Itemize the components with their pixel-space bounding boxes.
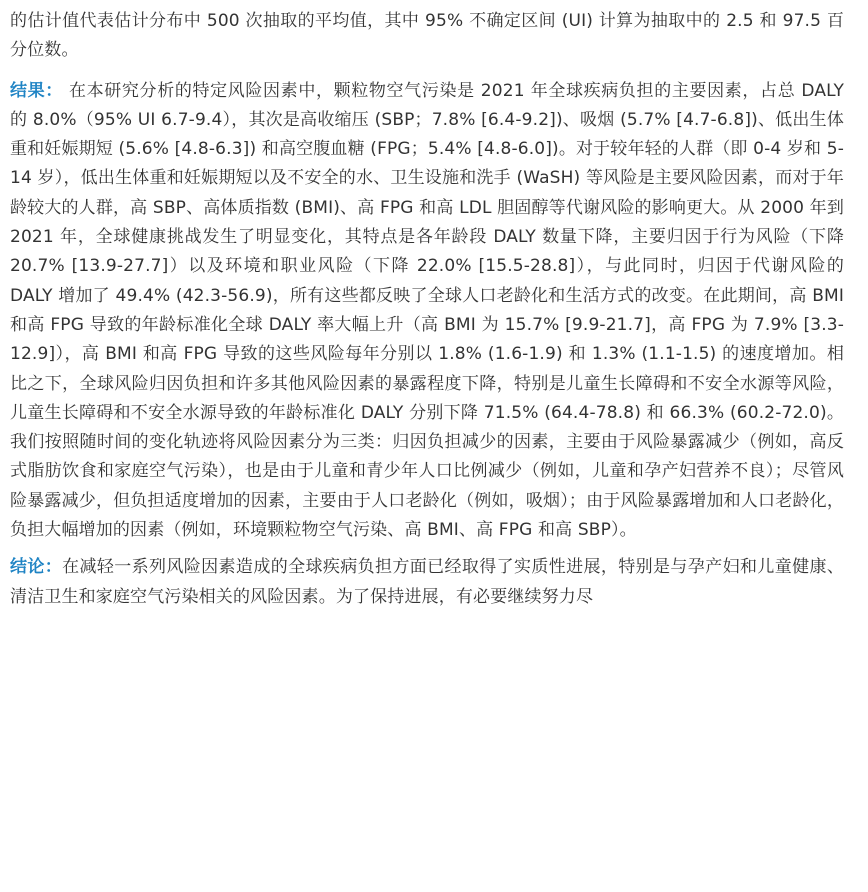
results-paragraph <box>10 77 844 546</box>
results-text: 在本研究分析的特定风险因素中，颗粒物空气污染是 2021 年全球疾病负担的主要因素，占总 DALY 的 8.0%（95% UI 6.7-9.4），其次是高收缩压 (SBP；7.8% [6.4-9.2])、吸烟 (5.7% [4.7-6.8])、低出生体重和妊娠期短 (5.6% [4.8-6.3]) 和高空腹血糖 (FPG；5.4% [4.8-6.0])。对于较年轻的人群（即 0-4 岁和 5-14 岁），低出生体重和妊娠期短以及不安全的水、卫生设施和洗手 (WaSH) 等风险是主要风险因素，而对于年龄较大的人群，高 SBP、高体质指数 (BMI)、高 FPG 和高 LDL 胆固醇等代谢风险的影响更大。从 2000 年到 2021 年，全球健康挑战发生了明显变化，其特点是各年龄段 DALY 数量下降，主要归因于行为风险（下降 20.7% [13.9-27.7]）以及环境和职业风险（下降 22.0% [15.5-28.8]），与此同时，归因于代谢风险的 DALY 增加了 49.4% (42.3-56.9)，所有这些都反映了全球人口老龄化和生活方式的改变。在此期间，高 BMI 和高 FPG 导致的年龄标准化全球 DALY 率大幅上升（高 BMI 为 15.7% [9.9-21.7]，高 FPG 为 7.9% [3.3-12.9]），高 BMI 和高 FPG 导致的这些风险每年分别以 1.8% (1.6-1.9) 和 1.3% (1.1-1.5) 的速度增加。相比之下，全球风险归因负担和许多其他风险因素的暴露程度下降，特别是儿童生长障碍和不安全水源等风险，儿童生长障碍和不安全水源导致的年龄标准化 DALY 分别下降 71.5% (64.4-78.8) 和 66.3% (60.2-72.0)。我们按照随时间的变化轨迹将风险因素分为三类：归因负担减少的因素，主要由于风险暴露减少（例如，高反式脂肪饮食和家庭空气污染），也是由于儿童和青少年人口比例减少（例如，儿童和孕产妇营养不良）；尽管风险暴露减少，但负担适度增加的因素，主要由于人口老龄化（例如，吸烟）；由于风险暴露增加和人口老龄化，负担大幅增加的因素（例如，环境颗粒物空气污染、高 BMI、高 FPG 和高 SBP）。 <box>10 80 844 541</box>
conclusion-paragraph <box>10 553 844 612</box>
conclusion-text: 在减轻一系列风险因素造成的全球疾病负担方面已经取得了实质性进展，特别是与孕产妇和儿童健康、清洁卫生和家庭空气污染相关的风险因素。为了保持进展，有必要继续努力尽 <box>10 557 844 607</box>
conclusion-label: 结论： <box>10 557 63 578</box>
results-label: 结果： <box>10 80 63 101</box>
methods-paragraph-tail <box>10 7 844 66</box>
article-body <box>10 0 844 620</box>
methods-text: 的估计值代表估计分布中 500 次抽取的平均值，其中 95% 不确定区间 (UI) 计算为抽取中的 2.5 和 97.5 百分位数。 <box>10 11 844 61</box>
